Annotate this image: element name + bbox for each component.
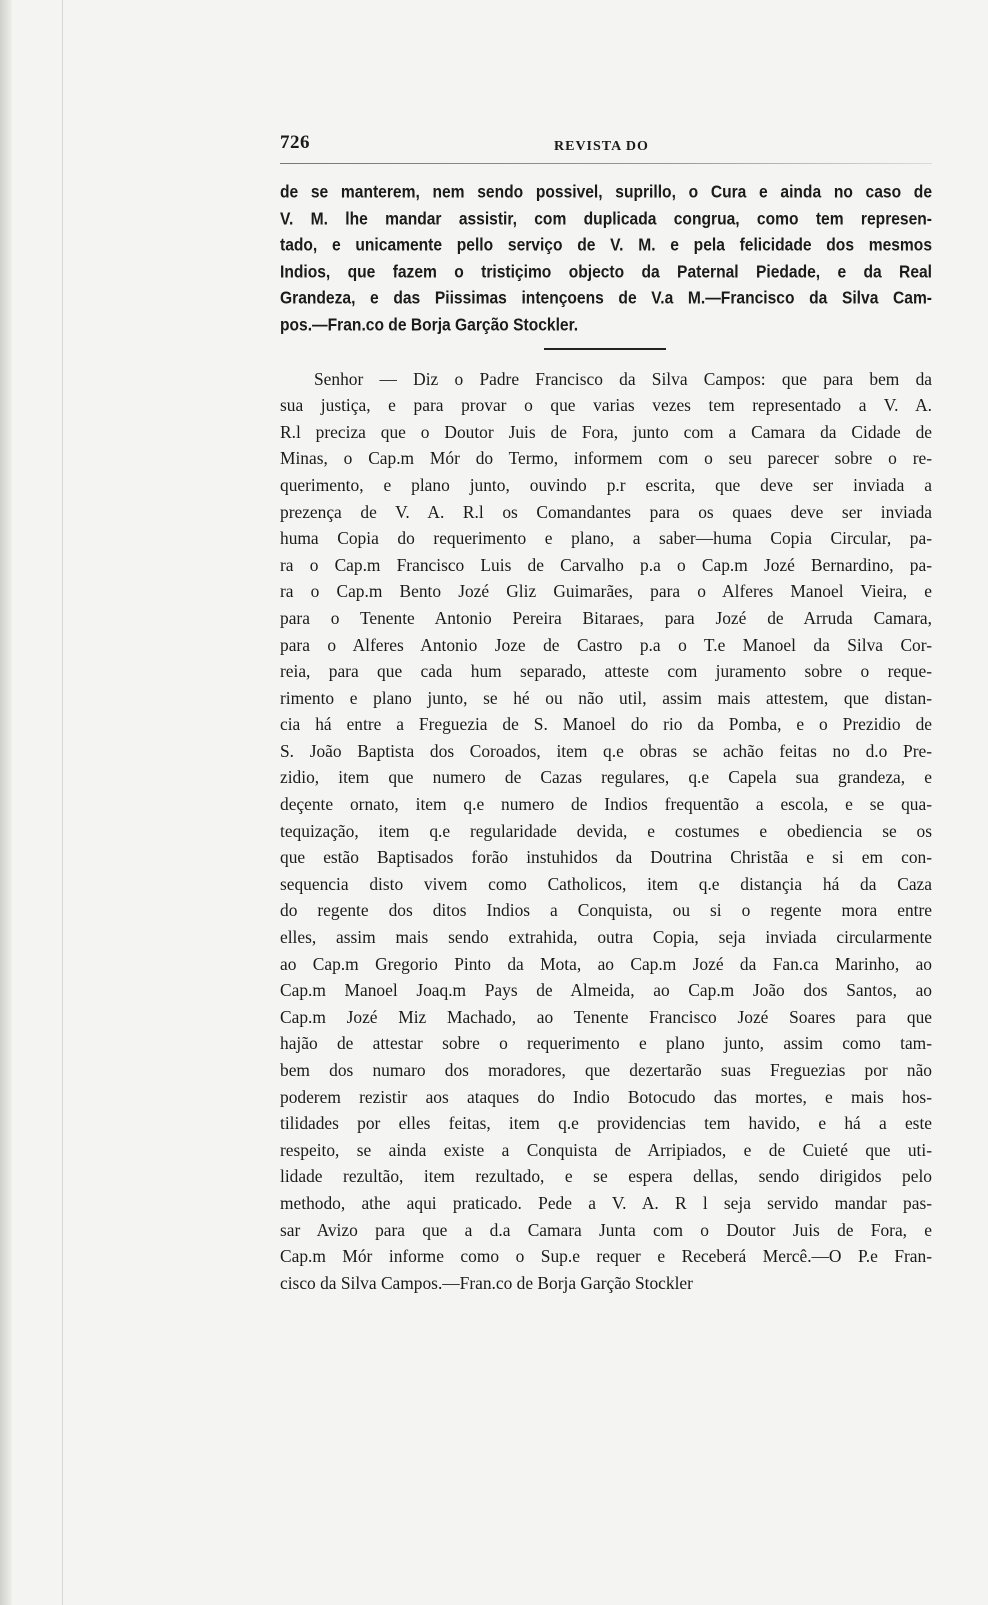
text-line: prezença de V. A. R.l os Comandantes para os quaes deve ser inviada [280,501,932,522]
text-line: respeito, se ainda existe a Conquista de Arripiados, e de Cuieté que uti- [280,1139,932,1160]
text-line: Cap.m Mór informe como o Sup.e requer e Receberá Mercê.—O P.e Fran- [280,1246,932,1267]
text-line: ra o Cap.m Bento Jozé Gliz Guimarães, para o Alferes Manoel Vieira, e [280,581,932,602]
paragraph-1 [280,180,932,340]
text-line: sequencia disto vivem como Catholicos, item q.e distançia há da Caza [280,873,932,894]
text-line: Cap.m Jozé Miz Machado, ao Tenente Francisco Jozé Soares para que [280,1006,932,1027]
text-line: deçente ornato, item q.e numero de Indios frequentão a escola, e se qua- [280,794,932,815]
text-line: sua justiça, e para provar o que varias vezes tem representado a V. A. [280,395,932,416]
text-line: para o Tenente Antonio Pereira Bitaraes, para Jozé de Arruda Camara, [280,607,932,628]
header-rule [280,163,932,164]
text-line: Grandeza, e das Piissimas intençoens de V.a M.—Francisco da Silva Cam- [280,289,932,309]
text-line: tado, e unicamente pello serviço de V. M. e pela felicidade dos mesmos [280,236,932,256]
text-line: Minas, o Cap.m Mór do Termo, informem com o seu parecer sobre o re- [280,448,932,469]
text-line: de se manterem, nem sendo possivel, suprillo, o Cura e ainda no caso de [280,182,932,202]
text-line: pos.—Fran.co de Borja Garção Stockler. [280,315,579,335]
text-block [280,180,932,1296]
text-line: querimento, e plano junto, ouvindo p.r escrita, que deve ser inviada a [280,474,932,495]
text-line: zidio, item que numero de Cazas regulares, q.e Capela sua grandeza, e [280,767,932,788]
text-line: rimento e plano junto, se hé ou não util, assim mais attestem, que distan- [280,687,932,708]
text-line: elles, assim mais sendo extrahida, outra Copia, seja inviada circularmente [280,927,932,948]
text-line: huma Copia do requerimento e plano, a saber—huma Copia Circular, pa- [280,528,932,549]
text-line: cia há entre a Freguezia de S. Manoel do rio da Pomba, e o Prezidio de [280,714,932,735]
text-line: Cap.m Manoel Joaq.m Pays de Almeida, ao Cap.m João dos Santos, ao [280,980,932,1001]
text-line: do regente dos ditos Indios a Conquista, ou si o regente mora entre [280,900,932,921]
text-line: Senhor — Diz o Padre Francisco da Silva Campos: que para bem da [314,368,932,389]
text-line: que estão Baptisados forão instuhidos da Doutrina Christãa e si em con- [280,847,932,868]
scan-edge-shadow [0,0,12,1605]
text-line: R.l preciza que o Doutor Juis de Fora, junto com a Camara da Cidade de [280,421,932,442]
paragraph-2 [280,366,932,1297]
text-line: reia, para que cada hum separado, atteste com juramento sobre o reque- [280,661,932,682]
text-line: para o Alferes Antonio Joze de Castro p.a o T.e Manoel da Silva Cor- [280,634,932,655]
page-number: 726 [280,132,310,153]
text-line: hajão de attestar sobre o requerimento e plano junto, assim como tam- [280,1033,932,1054]
text-line: Indios, que fazem o tristiçimo objecto da Paternal Piedade, e da Real [280,262,932,282]
text-line: ra o Cap.m Francisco Luis de Carvalho p.a o Cap.m Jozé Bernardino, pa- [280,554,932,575]
text-line: ao Cap.m Gregorio Pinto da Mota, ao Cap.m Jozé da Fan.ca Marinho, ao [280,953,932,974]
text-line: poderem rezistir aos ataques do Indio Botocudo das mortes, e mais hos- [280,1086,932,1107]
journal-title: REVISTA DO [554,139,649,154]
scan-gutter-line [62,0,63,1605]
text-line: bem dos numaro dos moradores, que dezertarão suas Freguezias por não [280,1060,932,1080]
text-line: tilidades por elles feitas, item q.e providencias tem havido, e há a este [280,1113,932,1134]
section-divider [544,348,666,350]
running-head [280,132,932,156]
text-line: tequização, item q.e regularidade devida, e costumes e obediencia se os [280,820,932,841]
text-line: S. João Baptista dos Coroados, item q.e obras se achão feitas no d.o Pre- [280,740,932,761]
text-line: cisco da Silva Campos.—Fran.co de Borja Garção Stockler [280,1272,693,1293]
text-line: V. M. lhe mandar assistir, com duplicada congrua, como tem represen- [280,209,932,229]
text-line: lidade rezultão, item rezultado, e se espera dellas, sendo dirigidos pelo [280,1166,932,1187]
document-page [280,0,932,1605]
text-line: sar Avizo para que a d.a Camara Junta com o Doutor Juis de Fora, e [280,1219,932,1240]
text-line: methodo, athe aqui praticado. Pede a V. A. R l seja servido mandar pas- [280,1192,932,1213]
